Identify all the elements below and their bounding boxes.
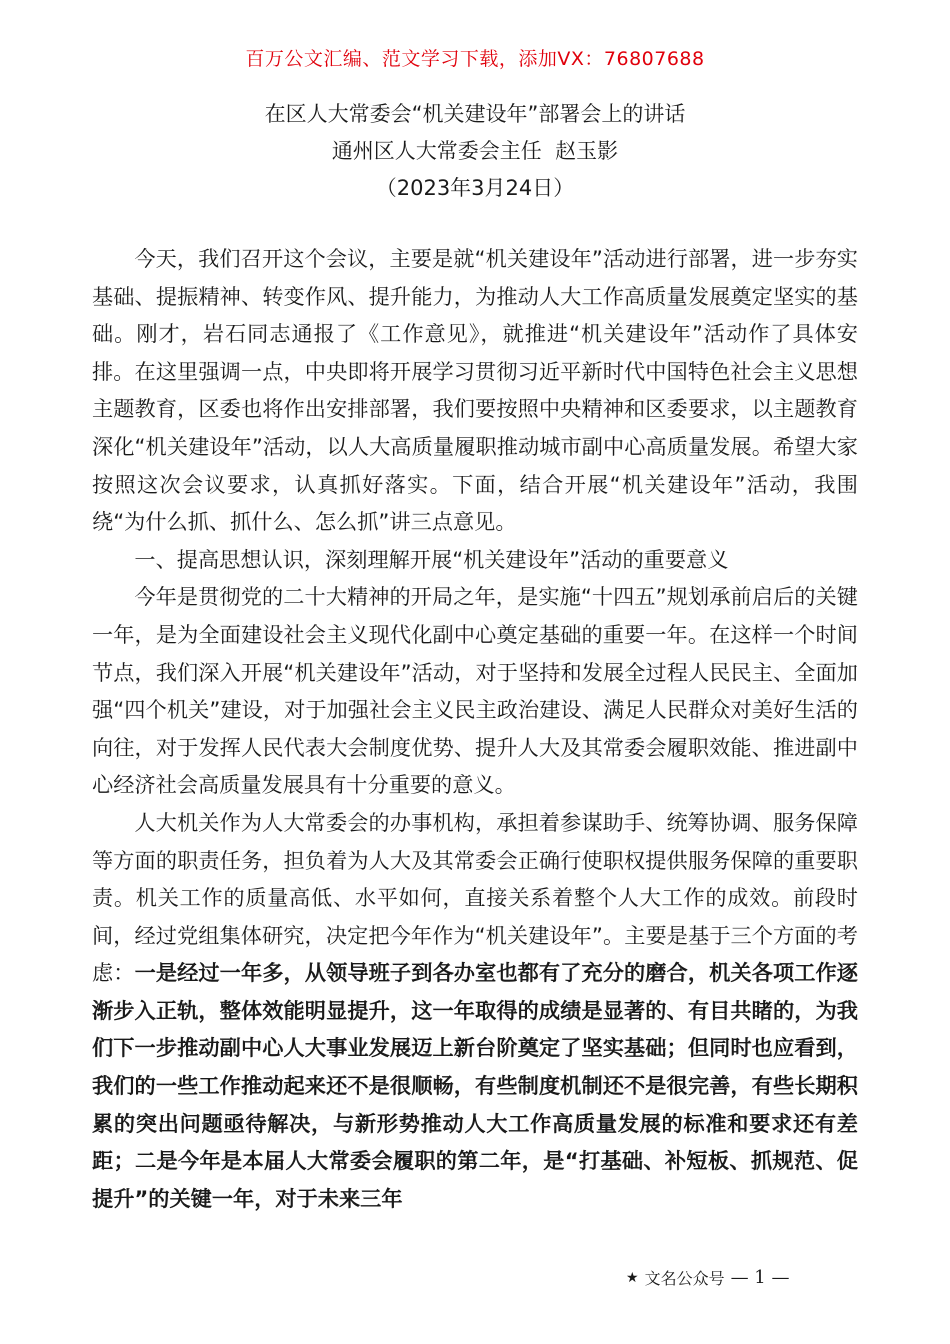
star-icon: ★ bbox=[626, 1269, 639, 1286]
footer-source: 文名公众号 bbox=[644, 1269, 725, 1288]
paragraph-significance: 今年是贯彻党的二十大精神的开局之年，是实施“十四五”规划承前启后的关键一年，是为全面建设社会主义现代化副中心奠定基础的重要一年。在这样一个时间节点，我们深入开展“机关建设年”活动，对于坚持和发展全过程人民民主、全面加强“四个机关”建设，对于加强社会主义民主政治建设、满足人民群众对美好生活的向往，对于发挥人民代表大会制度优势、提升人大及其常委会履职效能、推进副中心经济社会高质量发展具有十分重要的意义。 bbox=[92, 584, 858, 798]
title-block bbox=[0, 96, 950, 207]
section-heading-1: 一、提高思想认识，深刻理解开展“机关建设年”活动的重要意义 bbox=[134, 546, 729, 572]
document-body bbox=[92, 240, 858, 1217]
speech-date: （2023年3月24日） bbox=[375, 176, 575, 200]
speaker-line: 通州区人大常委会主任 赵玉影 bbox=[331, 139, 619, 163]
considerations-bold-text: 一是经过一年多，从领导班子到各办室也都有了充分的磨合，机关各项工作逐渐步入正轨，整体效能明显提升，这一年取得的成绩是显著的、有目共睹的，为我们下一步推动副中心人大事业发展迈上新台阶奠定了坚实基础；但同时也应看到，我们的一些工作推动起来还不是很顺畅，有些制度机制还不是很完善，有些长期积累的突出问题亟待解决，与新形势推动人大工作高质量发展的标准和要求还有差距；二是今年是本届人大常委会履职的第二年，是“打基础、补短板、抓规范、促提升”的关键一年，对于未来三年 bbox=[92, 960, 858, 1211]
paragraph-intro: 今天，我们召开这个会议，主要是就“机关建设年”活动进行部署，进一步夯实基础、提振精神、转变作风、提升能力，为推动人大工作高质量发展奠定坚实的基础。刚才，岩石同志通报了《工作意见》，就推进“机关建设年”活动作了具体安排。在这里强调一点，中央即将开展学习贯彻习近平新时代中国特色社会主义思想主题教育，区委也将作出安排部署，我们要按照中央精神和区委要求，以主题教育深化“机关建设年”活动，以人大高质量履职推动城市副中心高质量发展。希望大家按照这次会议要求，认真抓好落实。下面，结合开展“机关建设年”活动，我围绕“为什么抓、抓什么、怎么抓”讲三点意见。 bbox=[92, 246, 858, 535]
page-number: — 1 — bbox=[730, 1267, 790, 1288]
speech-title: 在区人大常委会“机关建设年”部署会上的讲话 bbox=[264, 102, 686, 126]
considerations-text: 人大机关作为人大常委会的办事机构，承担着参谋助手、统筹协调、服务保障等方面的职责任务，担负着为人大及其常委会正确行使职权提供服务保障的重要职责。机关工作的质量高低、水平如何，直接关系着整个人大工作的成效。前段时间，经过党组集体研究，决定把今年作为“机关建设年”。主要是基于三个方面的考虑： bbox=[92, 809, 858, 986]
paragraph-considerations bbox=[92, 804, 858, 1218]
promo-banner: 百万公文汇编、范文学习下载，添加VX：76807688 bbox=[245, 48, 705, 70]
page-footer bbox=[626, 1266, 789, 1289]
